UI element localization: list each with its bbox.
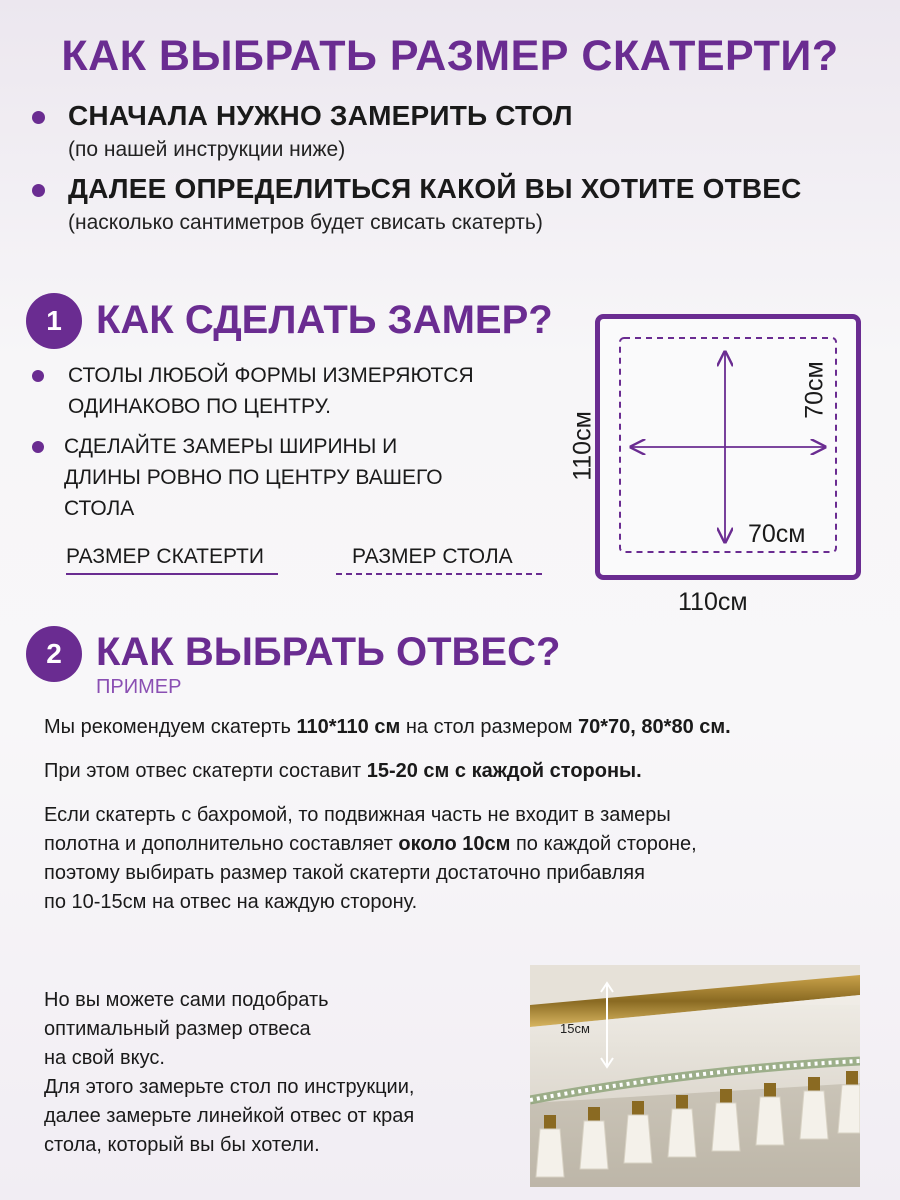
paragraph-3: Если скатерть с бахромой, то подвижная часть не входит в замеры полотна и дополнительно составляет около 10см по каждой стороне, поэтому выбирать размер такой скатерти достаточно прибавляя по 10-15см на отвес на каждую сторону. xyxy=(44,804,697,913)
bullet-dot xyxy=(32,184,45,197)
intro-sub-2: (насколько сантиметров будет свисать скатерть) xyxy=(68,211,543,234)
legend-table-label: РАЗМЕР СТОЛА xyxy=(352,545,513,568)
legend-cloth-line xyxy=(66,573,278,575)
photo-drop-label: 15см xyxy=(560,1021,590,1036)
section-subtitle: ПРИМЕР xyxy=(96,676,182,698)
bullet-dot xyxy=(32,441,44,453)
intro-sub-1: (по нашей инструкции ниже) xyxy=(68,138,346,161)
intro-heading-2: ДАЛЕЕ ОПРЕДЕЛИТЬСЯ КАКОЙ ВЫ ХОТИТЕ ОТВЕС xyxy=(68,173,802,204)
final-paragraph: Но вы можете сами подобрать оптимальный размер отвеса на свой вкус. Для этого замерьте стол по инструкции, далее замерьте линейкой отвес от края стола, который вы бы хотели. xyxy=(44,989,415,1156)
section1-bullet-1: СТОЛЫ ЛЮБОЙ ФОРМЫ ИЗМЕРЯЮТСЯ ОДИНАКОВО ПО ЦЕНТРУ. xyxy=(68,364,474,418)
page-title: КАК ВЫБРАТЬ РАЗМЕР СКАТЕРТИ? xyxy=(61,32,839,80)
bullet-dot xyxy=(32,111,45,124)
intro-heading-1: СНАЧАЛА НУЖНО ЗАМЕРИТЬ СТОЛ xyxy=(68,100,573,131)
outer-width-label: 110см xyxy=(678,588,748,616)
paragraph-2: При этом отвес скатерти составит 15-20 см с каждой стороны. xyxy=(44,760,642,782)
bullet-dot xyxy=(32,370,44,382)
tablecloth-photo xyxy=(530,965,860,1187)
outer-height-label: 110см xyxy=(568,411,597,481)
inner-width-label: 70см xyxy=(748,520,806,548)
section1-bullet-2: СДЕЛАЙТЕ ЗАМЕРЫ ШИРИНЫ И ДЛИНЫ РОВНО ПО ЦЕНТРУ ВАШЕГО СТОЛА xyxy=(64,435,443,520)
section-title-1: КАК СДЕЛАТЬ ЗАМЕР? xyxy=(96,298,553,342)
section-number-2: 2 xyxy=(26,626,82,682)
inner-height-label: 70см xyxy=(800,361,829,419)
measurement-diagram xyxy=(595,314,861,580)
section-number-1: 1 xyxy=(26,293,82,349)
section-title-2: КАК ВЫБРАТЬ ОТВЕС? xyxy=(96,630,561,674)
paragraph-1: Мы рекомендуем скатерть 110*110 см на стол размером 70*70, 80*80 см. xyxy=(44,716,731,738)
legend-cloth-label: РАЗМЕР СКАТЕРТИ xyxy=(66,545,264,568)
legend-table-line xyxy=(336,573,542,575)
